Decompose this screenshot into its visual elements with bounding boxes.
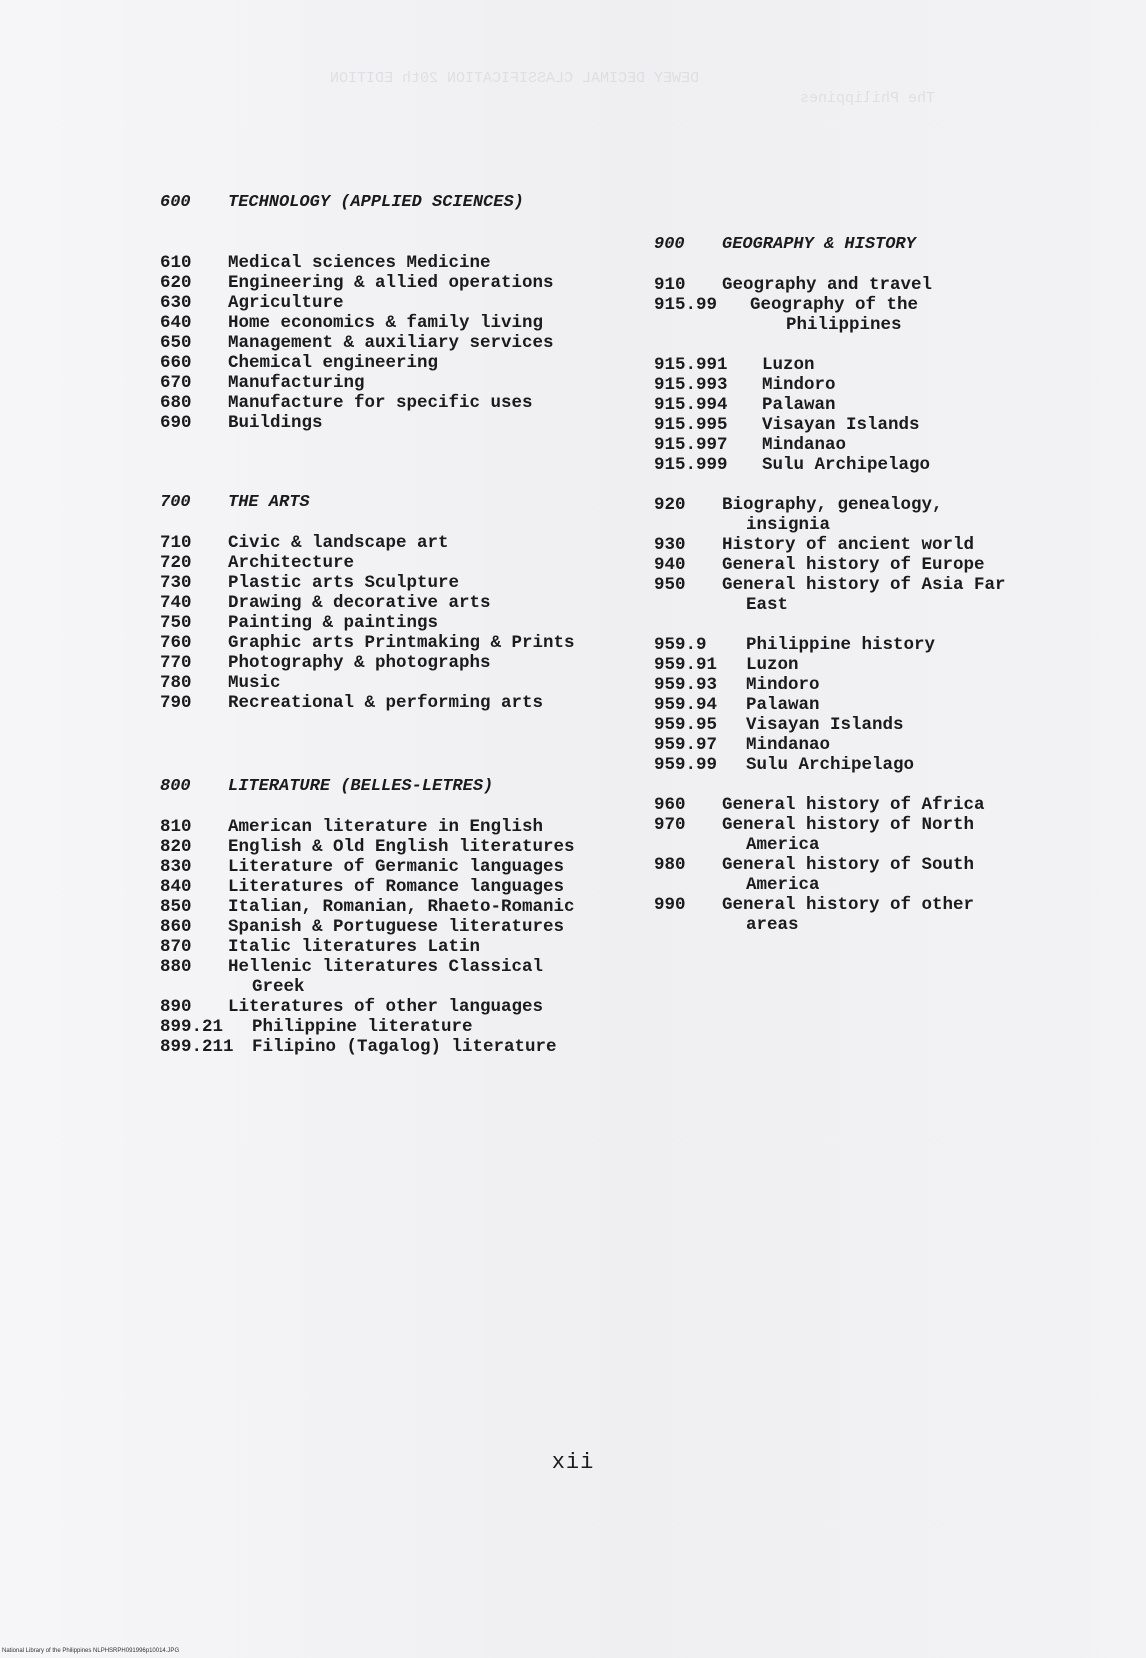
section-heading <box>160 193 580 233</box>
bleed-through: DEWEY DECIMAL CLASSIFICATION 20th EDITION <box>330 70 700 87</box>
class-label: Literatures of Romance languages <box>228 877 565 897</box>
section-title: GEOGRAPHY & HISTORY <box>722 235 916 254</box>
list-item <box>160 313 580 333</box>
list-item <box>654 795 1054 815</box>
list-item <box>654 415 1054 435</box>
list-item <box>654 495 1054 535</box>
class-code: 650 <box>160 333 192 353</box>
list-item <box>654 895 1054 935</box>
class-code: 710 <box>160 533 192 553</box>
list-item <box>654 675 1054 695</box>
class-code: 959.91 <box>654 655 718 675</box>
list-item <box>654 715 1054 735</box>
list-item <box>160 1017 580 1037</box>
list-item <box>160 373 580 393</box>
class-code: 990 <box>654 895 686 915</box>
class-label: Architecture <box>228 553 355 573</box>
class-code: 660 <box>160 353 192 373</box>
class-label: Management & auxiliary services <box>228 333 554 353</box>
class-code: 870 <box>160 937 192 957</box>
list-item <box>160 1037 580 1057</box>
list-item <box>160 393 580 413</box>
class-label: Palawan <box>762 395 836 415</box>
class-code: 959.99 <box>654 755 718 775</box>
section-heading <box>160 493 580 533</box>
class-label: General history of North America <box>722 815 975 855</box>
class-code: 630 <box>160 293 192 313</box>
class-code: 670 <box>160 373 192 393</box>
list-item <box>160 937 580 957</box>
class-label: General history of other areas <box>722 895 975 935</box>
class-label: Mindoro <box>762 375 836 395</box>
class-label: Painting & paintings <box>228 613 439 633</box>
section-code: 900 <box>654 235 685 254</box>
class-label: Geography and travel <box>722 275 933 295</box>
class-label: Recreational & performing arts <box>228 693 544 713</box>
list-item <box>160 897 580 917</box>
list-item <box>160 957 580 997</box>
class-label: Visayan Islands <box>762 415 920 435</box>
list-item <box>160 633 580 653</box>
class-label: Spanish & Portuguese literatures <box>228 917 565 937</box>
class-code: 959.94 <box>654 695 718 715</box>
list-item <box>160 253 580 273</box>
list-item <box>160 533 580 553</box>
list-item <box>160 673 580 693</box>
left-column <box>160 193 580 1057</box>
class-code: 610 <box>160 253 192 273</box>
list-item <box>654 815 1054 855</box>
class-label: Filipino (Tagalog) literature <box>252 1037 557 1057</box>
class-label: Mindanao <box>746 735 831 755</box>
list-item <box>654 355 1054 375</box>
list-item <box>654 755 1054 775</box>
section-heading <box>654 235 1054 275</box>
class-code: 915.997 <box>654 435 728 455</box>
list-item <box>160 857 580 877</box>
class-label: American literature in English <box>228 817 544 837</box>
section-title: TECHNOLOGY (APPLIED SCIENCES) <box>228 193 524 212</box>
class-label: Sulu Archipelago <box>762 455 931 475</box>
list-item <box>654 395 1054 415</box>
class-label: General history of Asia Far East <box>722 575 1006 615</box>
class-code: 915.999 <box>654 455 728 475</box>
class-code: 950 <box>654 575 686 595</box>
list-item <box>654 375 1054 395</box>
list-item <box>654 295 1054 335</box>
class-code: 740 <box>160 593 192 613</box>
class-code: 810 <box>160 817 192 837</box>
class-label: Philippine literature <box>252 1017 473 1037</box>
list-item <box>654 695 1054 715</box>
class-label: Hellenic literatures Classical Greek <box>228 957 544 997</box>
class-label: Literature of Germanic languages <box>228 857 565 877</box>
list-item <box>654 575 1054 615</box>
class-label: Italian, Romanian, Rhaeto-Romanic <box>228 897 575 917</box>
class-label: Biography, genealogy, insignia <box>722 495 943 535</box>
class-label: Graphic arts Printmaking & Prints <box>228 633 575 653</box>
list-item <box>160 997 580 1017</box>
class-label: Civic & landscape art <box>228 533 449 553</box>
class-code: 915.995 <box>654 415 728 435</box>
class-label: Manufacture for specific uses <box>228 393 533 413</box>
class-code: 959.95 <box>654 715 718 735</box>
section-title: LITERATURE (BELLES-LETRES) <box>228 777 494 796</box>
list-item <box>654 455 1054 475</box>
class-code: 880 <box>160 957 192 977</box>
class-code: 770 <box>160 653 192 673</box>
class-label: Philippine history <box>746 635 936 655</box>
class-label: Buildings <box>228 413 323 433</box>
class-label: General history of South America <box>722 855 975 895</box>
list-item <box>654 275 1054 295</box>
list-item <box>654 735 1054 755</box>
list-item <box>654 535 1054 555</box>
class-code: 680 <box>160 393 192 413</box>
class-code: 930 <box>654 535 686 555</box>
list-item <box>160 613 580 633</box>
class-code: 780 <box>160 673 192 693</box>
list-item <box>654 435 1054 455</box>
list-item <box>654 555 1054 575</box>
list-item <box>160 593 580 613</box>
class-code: 970 <box>654 815 686 835</box>
class-label: Sulu Archipelago <box>746 755 915 775</box>
class-label: Visayan Islands <box>746 715 904 735</box>
class-label: Luzon <box>746 655 799 675</box>
class-code: 750 <box>160 613 192 633</box>
list-item <box>160 413 580 433</box>
right-column <box>654 235 1054 935</box>
list-item <box>160 353 580 373</box>
class-code: 980 <box>654 855 686 875</box>
section-heading <box>160 777 580 817</box>
class-label: General history of Africa <box>722 795 985 815</box>
class-code: 910 <box>654 275 686 295</box>
list-item <box>160 273 580 293</box>
class-label: Literatures of other languages <box>228 997 544 1017</box>
class-code: 730 <box>160 573 192 593</box>
section-code: 700 <box>160 493 191 512</box>
class-code: 860 <box>160 917 192 937</box>
class-label: Drawing & decorative arts <box>228 593 491 613</box>
class-code: 959.97 <box>654 735 718 755</box>
class-code: 760 <box>160 633 192 653</box>
class-code: 690 <box>160 413 192 433</box>
list-item <box>160 693 580 713</box>
class-code: 915.99 <box>654 295 718 315</box>
class-code: 820 <box>160 837 192 857</box>
list-item <box>160 653 580 673</box>
class-label: Agriculture <box>228 293 344 313</box>
class-label: Photography & photographs <box>228 653 491 673</box>
class-code: 830 <box>160 857 192 877</box>
class-code: 915.993 <box>654 375 728 395</box>
class-label: Home economics & family living <box>228 313 544 333</box>
class-code: 960 <box>654 795 686 815</box>
class-code: 899.211 <box>160 1037 234 1057</box>
class-label: Plastic arts Sculpture <box>228 573 460 593</box>
class-label: Mindanao <box>762 435 847 455</box>
list-item <box>160 553 580 573</box>
list-item <box>160 917 580 937</box>
class-code: 940 <box>654 555 686 575</box>
bleed-through: The Philippines <box>800 90 936 107</box>
class-code: 920 <box>654 495 686 515</box>
class-code: 959.9 <box>654 635 707 655</box>
class-label: Medical sciences Medicine <box>228 253 491 273</box>
list-item <box>160 877 580 897</box>
class-label: General history of Europe <box>722 555 985 575</box>
section-code: 600 <box>160 193 191 212</box>
class-label: Music <box>228 673 281 693</box>
list-item <box>654 635 1054 655</box>
list-item <box>160 333 580 353</box>
list-item <box>654 655 1054 675</box>
list-item <box>160 293 580 313</box>
class-code: 850 <box>160 897 192 917</box>
class-code: 720 <box>160 553 192 573</box>
list-item <box>160 817 580 837</box>
class-label: Palawan <box>746 695 820 715</box>
list-item <box>654 855 1054 895</box>
class-code: 620 <box>160 273 192 293</box>
class-label: English & Old English literatures <box>228 837 575 857</box>
class-label: Mindoro <box>746 675 820 695</box>
class-label: Engineering & allied operations <box>228 273 554 293</box>
class-code: 890 <box>160 997 192 1017</box>
class-label: Manufacturing <box>228 373 365 393</box>
class-code: 840 <box>160 877 192 897</box>
class-code: 915.991 <box>654 355 728 375</box>
list-item <box>160 573 580 593</box>
page-number: xii <box>551 1450 595 1475</box>
class-label: History of ancient world <box>722 535 975 555</box>
scan-footer: National Library of the Philippines NLPHSRPH091996p10014.JPG <box>2 1648 180 1654</box>
class-label: Geography of the Philippines <box>750 295 919 335</box>
class-code: 640 <box>160 313 192 333</box>
section-title: THE ARTS <box>228 493 310 512</box>
class-code: 959.93 <box>654 675 718 695</box>
class-code: 899.21 <box>160 1017 224 1037</box>
class-code: 915.994 <box>654 395 728 415</box>
class-code: 790 <box>160 693 192 713</box>
class-label: Chemical engineering <box>228 353 439 373</box>
class-label: Italic literatures Latin <box>228 937 481 957</box>
section-code: 800 <box>160 777 191 796</box>
class-label: Luzon <box>762 355 815 375</box>
list-item <box>160 837 580 857</box>
